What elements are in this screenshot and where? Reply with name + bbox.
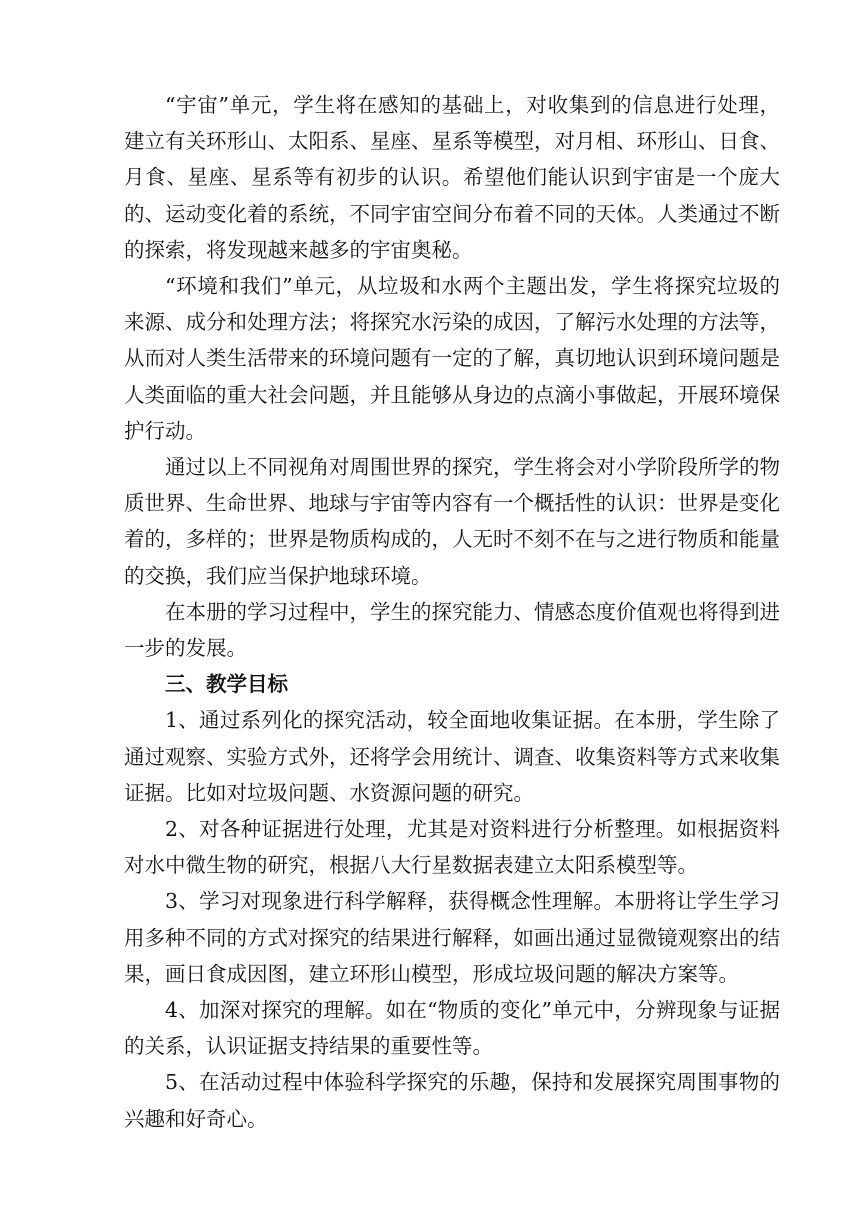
paragraph-environment-unit: “环境和我们”单元，从垃圾和水两个主题出发，学生将探究垃圾的来源、成分和处理方法；将探究水污染的成因，了解污水处理的方法等，从而对人类生活带来的环境问题有一定的了解，真切地认识到环境问题是人类面临的重大社会问题，并且能够从身边的点滴小事做起，开展环境保护行动。 bbox=[124, 274, 780, 443]
goal-item-2: 2、对各种证据进行处理，尤其是对资料进行分析整理。如根据资料对水中微生物的研究，根据八大行星数据表建立太阳系模型等。 bbox=[124, 817, 780, 878]
goal-item-3: 3、学习对现象进行科学解释，获得概念性理解。本册将让学生学习用多种不同的方式对探究的结果进行解释，如画出通过显微镜观察出的结果，画日食成因图，建立环形山模型，形成垃圾问题的解决方案等。 bbox=[124, 889, 780, 986]
paragraph-summary: 通过以上不同视角对周围世界的探究，学生将会对小学阶段所学的物质世界、生命世界、地球与宇宙等内容有一个概括性的认识：世界是变化着的，多样的；世界是物质构成的，人无时不刻不在与之进行物质和能量的交换，我们应当保护地球环境。 bbox=[124, 455, 780, 588]
section-heading-teaching-goals: 三、教学目标 bbox=[165, 672, 288, 697]
paragraph-universe-unit: “宇宙”单元，学生将在感知的基础上，对收集到的信息进行处理，建立有关环形山、太阳系、星座、星系等模型，对月相、环形山、日食、月食、星座、星系等有初步的认识。希望他们能认识到宇宙是一个庞大的、运动变化着的系统，不同宇宙空间分布着不同的天体。人类通过不断的探索，将发现越来越多的宇宙奥秘。 bbox=[124, 93, 780, 262]
goal-item-5: 5、在活动过程中体验科学探究的乐趣，保持和发展探究周围事物的兴趣和好奇心。 bbox=[124, 1070, 780, 1131]
goal-item-4: 4、加深对探究的理解。如在“物质的变化”单元中，分辨现象与证据的关系，认识证据支持结果的重要性等。 bbox=[124, 998, 780, 1059]
paragraph-development: 在本册的学习过程中，学生的探究能力、情感态度价值观也将得到进一步的发展。 bbox=[124, 599, 780, 661]
document-body bbox=[124, 87, 780, 1137]
goal-item-1: 1、通过系列化的探究活动，较全面地收集证据。在本册，学生除了通过观察、实验方式外，还将学会用统计、调查、收集资料等方式来收集证据。比如对垃圾问题、水资源问题的研究。 bbox=[124, 708, 780, 805]
